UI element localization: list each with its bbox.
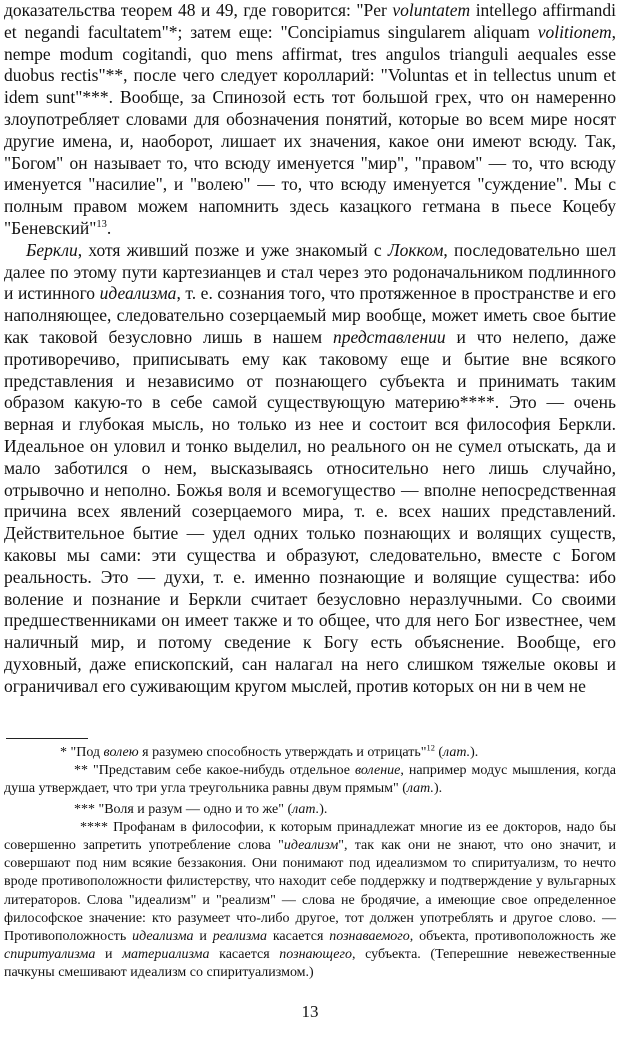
endnote-marker: 13 <box>96 219 107 231</box>
paragraph-berkeley <box>4 240 616 698</box>
footnote-divider <box>6 738 88 739</box>
page-number: 13 <box>301 1002 319 1021</box>
italic-run: лат. <box>443 745 471 760</box>
italic-run: идеализма <box>99 283 177 304</box>
italic-run: volitionem <box>537 21 612 42</box>
text-run: касается <box>209 947 280 963</box>
italic-run: материализма <box>122 947 210 963</box>
text-run: доказательства теорем 48 и 49, где говорится: "Per <box>4 0 393 20</box>
footnote-2 <box>4 762 616 798</box>
text-run: , т. е. сознания того, что протяженное в пространстве и его наполняющее, следовательно созерцаемый мир вообще, может иметь свое бытие как таковой безусловно лишь в нашем <box>4 283 616 347</box>
italic-run: идеализма <box>132 929 194 945</box>
text-run: , последовательно шел далее по этому пути картезианцев и стал через это родоначальником подлинного и истинного <box>4 239 617 304</box>
italic-run: спиритуализма <box>4 947 96 963</box>
text-run: , хотя живший позже и уже знакомый с <box>77 239 388 260</box>
italic-run: лат. <box>292 801 320 817</box>
italic-run: Беркли <box>26 239 78 260</box>
text-run: **** Профанам в философии, к которым принадлежат многие из ее докторов, надо бы совершенно запретить употребление слова " <box>4 819 616 854</box>
italic-run: voluntatem <box>392 0 471 20</box>
text-run: и что нелепо, даже противоречиво, приписывать ему как таковому еще и бытие вне всякого представления и независимо от познающего субъекта и принимать таким образом какую-то в себе самой существующую материю****. Это — очень верная и глубокая мысль, но только из нее и состоит вся философия Беркли. Идеальное он уловил и тонко выделил, но реального он не сумел отыскать, да и мало заботился о нем, высказываясь относительно него лишь случайно, отрывочно и неполно. Божья воля и всемогущество — вполне непосредственная причина всех явлений созерцаемого мира, т. е. всех наших представлений. Действительное бытие — удел одних только познающих и волящих существ, каковы мы сами: эти существа и образуют, следовательно, вместе с Богом реальность. Это — духи, т. е. именно познающие и волящие существа: ибо воление и познание и Беркли считает безусловно неразлучными. Со своими предшественниками он имеет также и то общее, что для него Бог известнее, чем наличный мир, и потому сведение к Богу есть объяснение. Вообще, его духовный, даже епископский, сан налагал на него слишком тяжелые оковы и ограничивал его суживающим кругом мыслей, против которых он ни в чем не <box>4 326 616 696</box>
italic-run: представлении <box>332 326 446 347</box>
text-run: intellego affirmandi et negandi facultatem"*; затем еще: "Concipiamus singularem aliquam <box>4 0 616 42</box>
footnote-4 <box>4 819 616 983</box>
paragraph-spinoza <box>4 0 616 240</box>
text-run: ). <box>433 781 443 797</box>
italic-run: реализма <box>212 929 267 945</box>
footnote-3 <box>4 801 616 819</box>
text-run: * "Под <box>60 745 104 760</box>
italic-run: познающего <box>279 947 352 963</box>
text-run: ( <box>434 745 444 760</box>
text-run: *** "Воля и разум — одно и то же" ( <box>74 801 293 817</box>
text-run: я разумею способность утверждать и отрицать" <box>138 745 427 760</box>
text-run: ", так как они не знают, что оно значит, и совершают под ним всякие беззакония. Они понимают под идеализмом то спиритуализм, то нечто вроде противоположности филистерству, что находит себе поддержку и подтверждение у вульгарных литераторов. Слова "идеализм" и "реализм" — слова не бродячие, а имеющие свое определенное философское значение: кто разумеет что-либо другое, тот должен употреблять и другое слово. — Противоположность <box>4 838 617 945</box>
endnote-marker: 12 <box>426 743 435 753</box>
text-run: и <box>193 929 213 945</box>
text-run: касается <box>266 929 330 945</box>
italic-run: волею <box>103 745 139 760</box>
text-run: , объекта, противоположность же <box>409 929 616 945</box>
text-run: ). <box>470 745 479 760</box>
footnote-1 <box>4 744 616 762</box>
text-run: , например модус мышления, когда душа утверждает, что три угла треугольника равны двум прямым" ( <box>4 763 617 797</box>
text-run: , nempe modum cogitandi, quo mens affirmat, tres angulos trianguli aequales esse duobus rectis"**, после чего следует королларий: "Voluntas et in tellectus unum et idem sunt"***. Вообще, за Спинозой есть тот большой грех, что он намеренно злоупотребляет словами для обозначения понятий, которые во всем мире носят другие имена, и, наоборот, лишает их значения, какое они имеют всюду. Так, "Богом" он называет то, что всюду именуется "мир", "правом" — то, что всюду именуется "насилие", и "волею" — то, что всюду именуется "суждение". Мы с полным правом можем напомнить здесь казацкого гетмана в пьесе Коцебу "Беневский" <box>4 21 616 238</box>
text-run: ). <box>319 801 328 817</box>
text-run: , субъекта. (Теперешние невежественные пачкуны смешивают идеализм со спиритуализмом.) <box>4 947 616 981</box>
italic-run: идеализм <box>283 838 339 854</box>
footnotes <box>4 744 616 983</box>
italic-run: познаваемого <box>329 929 410 945</box>
main-text <box>4 0 616 698</box>
italic-run: воление <box>355 763 401 779</box>
italic-run: лат. <box>406 781 434 797</box>
text-run: . <box>106 217 112 238</box>
text-run: и <box>95 947 123 963</box>
book-page <box>4 0 616 1043</box>
text-run: ** "Представим себе какое-нибудь отдельное <box>74 763 356 779</box>
italic-run: Локком <box>387 239 444 260</box>
